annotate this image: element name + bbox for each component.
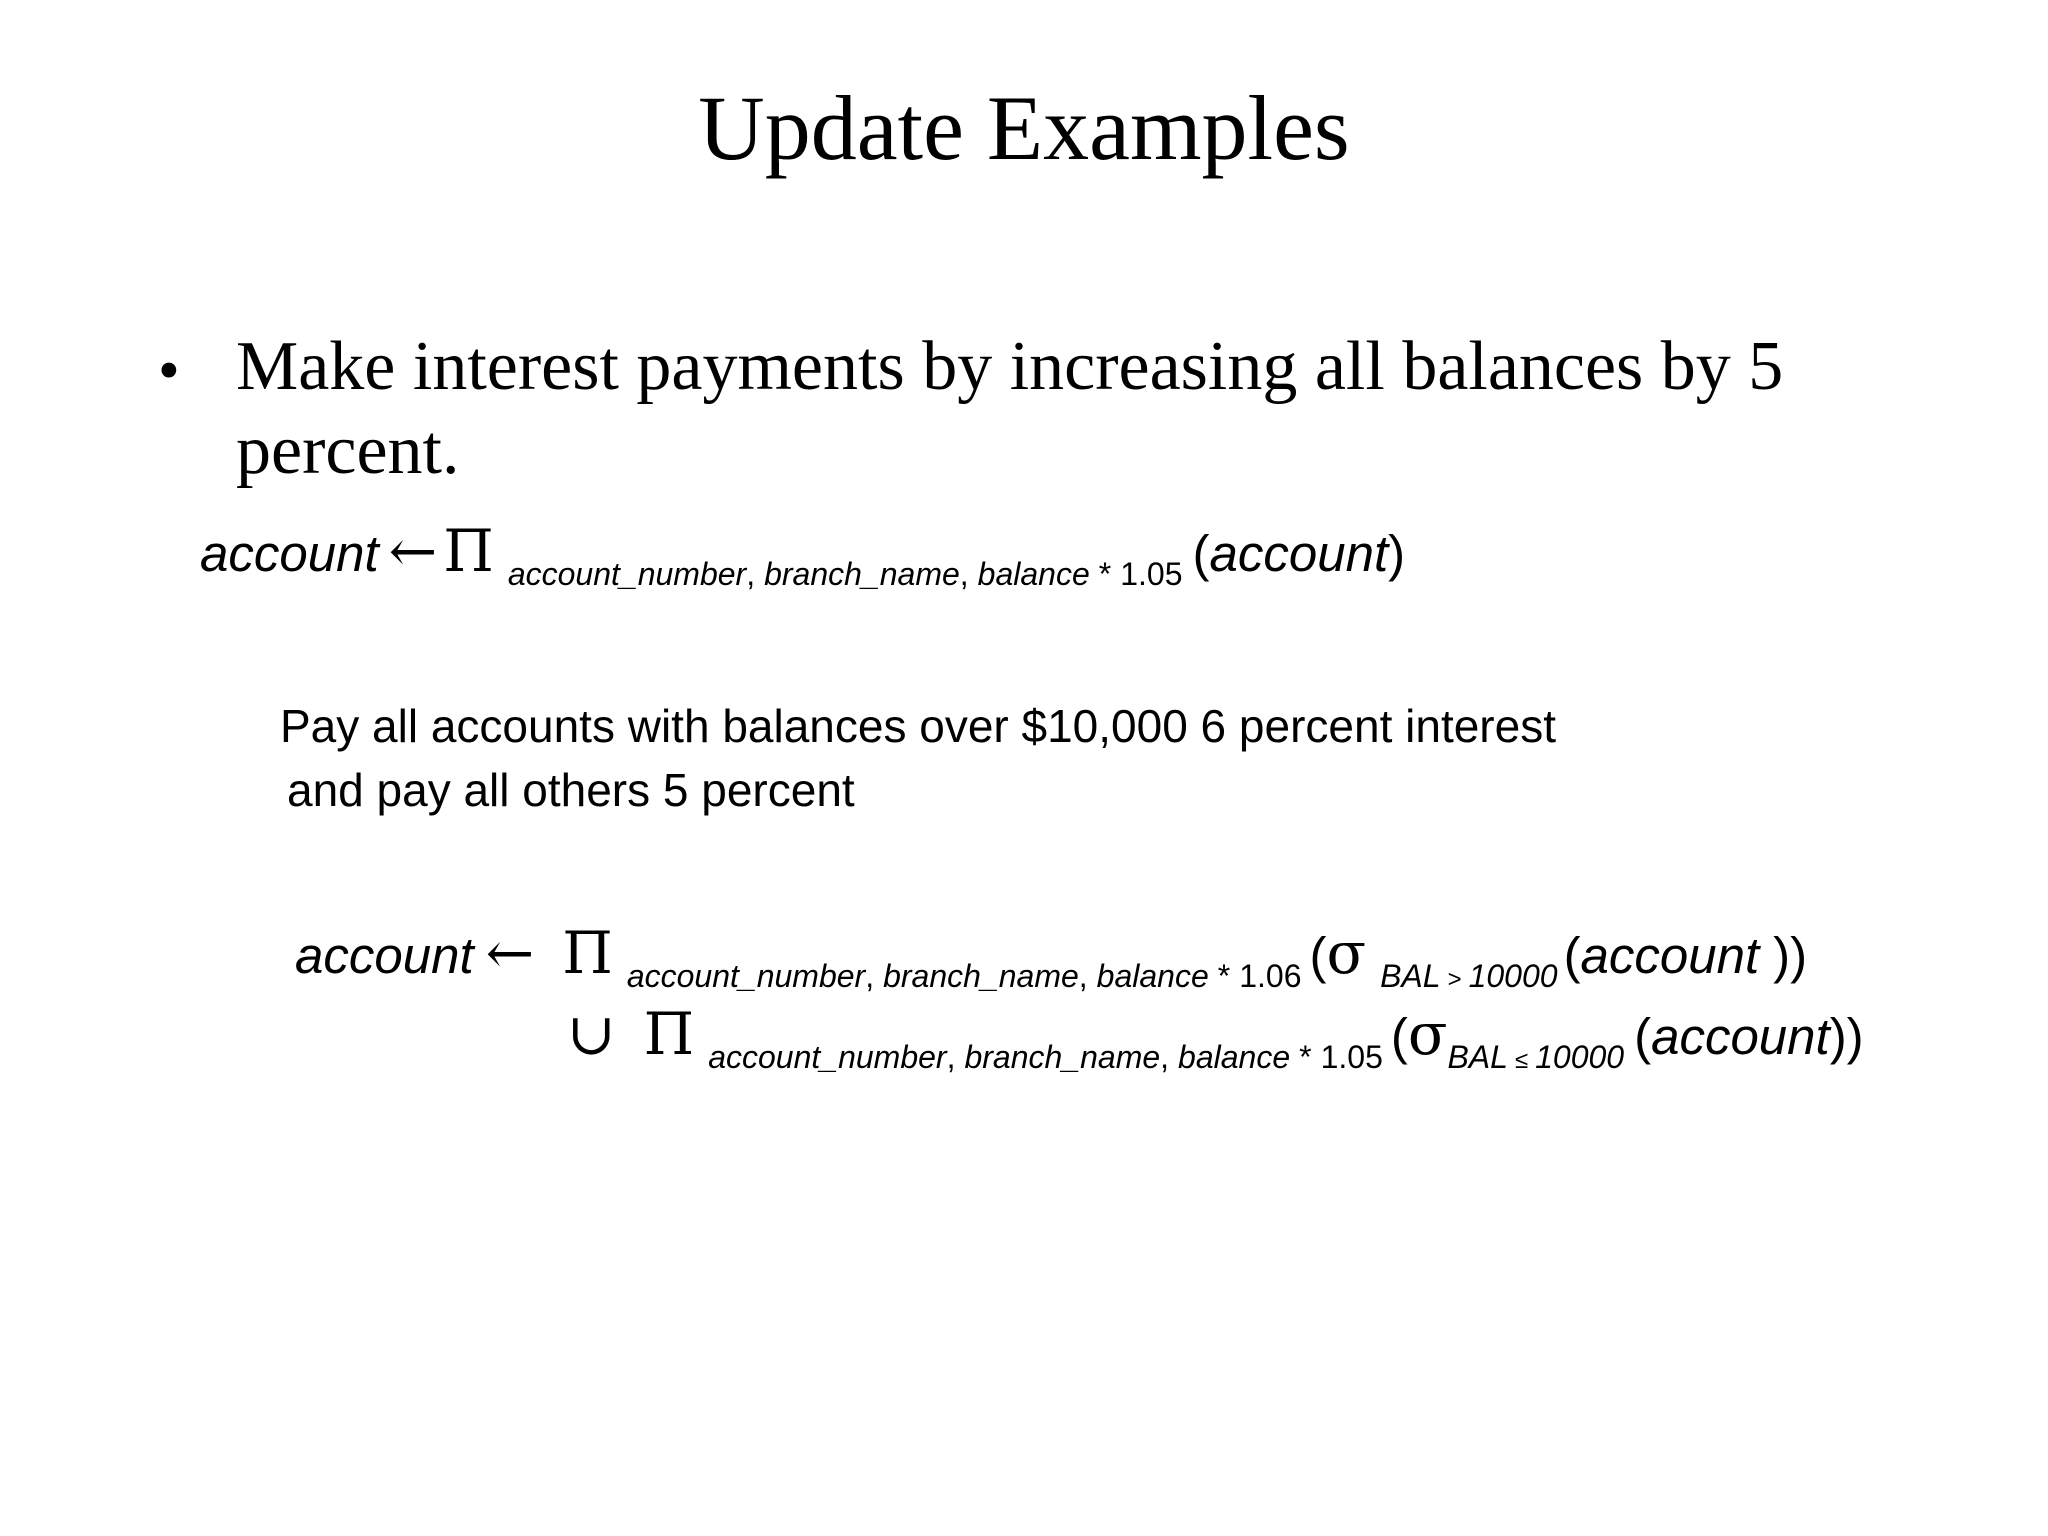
condition-attribute: BAL <box>1380 958 1441 994</box>
attr-separator: , <box>865 958 875 994</box>
attr-separator: , <box>1078 958 1088 994</box>
close-paren: )) <box>1829 1008 1864 1065</box>
slide-title: Update Examples <box>698 77 1350 179</box>
attr-branch-name: branch_name <box>883 958 1079 994</box>
formula-relation: account <box>1651 1008 1830 1065</box>
formula-five-percent <box>200 517 1406 592</box>
union-symbol: ∪ <box>567 1000 616 1068</box>
attr-account-number: account_number <box>708 1039 947 1075</box>
condition-value: 10000 <box>1535 1039 1625 1075</box>
attr-separator: , <box>959 556 969 592</box>
interest-factor: 1.05 <box>1320 1039 1383 1075</box>
interest-factor: 1.06 <box>1239 958 1302 994</box>
condition-attribute: BAL <box>1447 1039 1508 1075</box>
open-paren: ( <box>1563 927 1581 984</box>
attr-branch-name: branch_name <box>764 556 960 592</box>
attr-balance: balance <box>1096 958 1209 994</box>
projection-symbol: Π <box>562 919 613 987</box>
attr-balance: balance <box>1178 1039 1291 1075</box>
attr-branch-name: branch_name <box>964 1039 1161 1075</box>
attr-separator: , <box>746 556 756 592</box>
selection-symbol: σ <box>1407 1000 1448 1068</box>
multiply-operator: * <box>1217 958 1231 994</box>
condition-operator: ≤ <box>1514 1047 1529 1074</box>
close-paren: ) <box>1388 525 1406 582</box>
attr-account-number: account_number <box>507 556 747 592</box>
projection-attributes <box>508 558 1183 590</box>
projection-attributes <box>708 1041 1383 1073</box>
selection-symbol: σ <box>1326 919 1367 987</box>
attr-separator: , <box>1160 1039 1170 1075</box>
formula-lhs-relation: account <box>295 927 474 984</box>
formula-relation: account <box>1209 525 1389 582</box>
formula-lhs-relation: account <box>200 525 379 582</box>
assignment-arrow: ← <box>388 517 438 585</box>
open-paren: ( <box>1390 1008 1408 1065</box>
description-line-1: Pay all accounts with balances over $10,000 6 percent interest <box>280 700 1556 752</box>
attr-account-number: account_number <box>626 958 866 994</box>
projection-symbol: Π <box>443 517 494 585</box>
formula-six-percent <box>295 919 1808 994</box>
projection-attributes <box>627 960 1302 992</box>
bullet-marker: • <box>158 337 180 405</box>
multiply-operator: * <box>1299 1039 1312 1075</box>
attr-separator: , <box>946 1039 956 1075</box>
selection-condition <box>1380 960 1557 992</box>
bullet-text-line-2: percent. <box>236 412 460 489</box>
bullet-text-line-1: Make interest payments by increasing all balances by 5 <box>236 328 1784 405</box>
interest-factor: 1.05 <box>1120 556 1183 592</box>
projection-symbol: Π <box>643 1000 695 1068</box>
assignment-arrow: ← <box>485 919 535 987</box>
attr-balance: balance <box>977 556 1090 592</box>
open-paren: ( <box>1192 525 1210 582</box>
condition-operator: > <box>1447 966 1462 993</box>
formula-union-five-percent <box>567 1000 1864 1075</box>
description-line-2: and pay all others 5 percent <box>287 764 855 816</box>
open-paren: ( <box>1634 1008 1652 1065</box>
multiply-operator: * <box>1098 556 1112 592</box>
open-paren: ( <box>1309 927 1327 984</box>
formula-relation: account <box>1580 927 1760 984</box>
close-paren: )) <box>1773 927 1808 984</box>
condition-value: 10000 <box>1468 958 1558 994</box>
selection-condition <box>1447 1041 1624 1073</box>
